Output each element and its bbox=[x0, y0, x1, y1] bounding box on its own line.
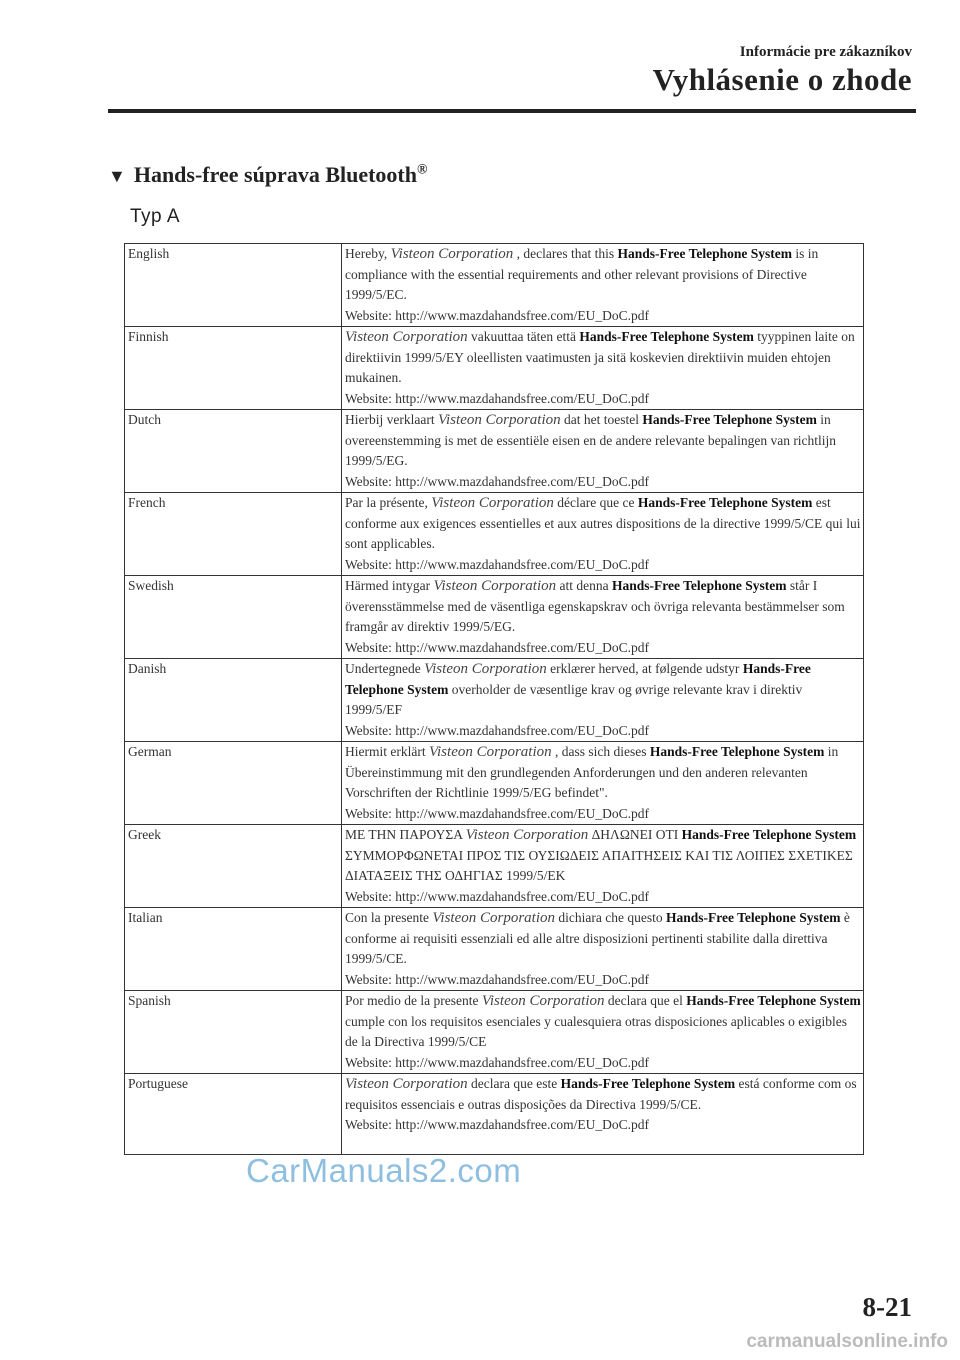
company-name: Visteon Corporation bbox=[428, 744, 552, 760]
declaration-cell bbox=[342, 327, 864, 410]
language-cell: Dutch bbox=[125, 410, 342, 493]
table-row bbox=[125, 493, 864, 576]
company-name: Visteon Corporation bbox=[424, 661, 547, 677]
company-name: Visteon Corporation bbox=[432, 910, 556, 926]
declaration-cell bbox=[342, 576, 864, 659]
company-name: Visteon Corporation bbox=[481, 993, 605, 1009]
product-name: Hands-Free Telephone System bbox=[345, 661, 811, 697]
table-row bbox=[125, 659, 864, 742]
declaration-body: in overeenstemming is met de essentiële eisen en de andere relevante bepalingen van richtlijn 1999/5/EG. bbox=[345, 412, 837, 468]
page-title: Vyhlásenie o zhode bbox=[652, 62, 912, 97]
website-link[interactable]: Website: http://www.mazdahandsfree.com/EU_DoC.pdf bbox=[345, 971, 649, 987]
declaration-body: cumple con los requisitos esenciales y cualesquiera otras disposiciones aplicables o exigibles de la Directiva 1999/5/CE bbox=[345, 1013, 847, 1049]
language-cell: Greek bbox=[125, 825, 342, 908]
declaration-prefix: Hereby, bbox=[345, 246, 388, 261]
section-title-text: Hands-free súprava Bluetooth® bbox=[133, 162, 428, 187]
declaration-prefix: Par la présente, bbox=[345, 495, 428, 510]
website-link[interactable]: Website: http://www.mazdahandsfree.com/EU_DoC.pdf bbox=[345, 1054, 649, 1070]
declaration-body: ΣΥΜΜΟΡΦΩΝΕΤΑΙ ΠΡΟΣ ΤΙΣ ΟΥΣΙΩΔΕΙΣ ΑΠΑΙΤΗΣΕΙΣ ΚΑΙ ΤΙΣ ΛΟΙΠΕΣ ΣΧΕΤΙΚΕΣ ΔΙΑΤΑΞΕΙΣ ΤΗΣ ΟΔΗΓΙΑΣ 1999/5/ΕΚ bbox=[345, 847, 853, 883]
declaration-cell bbox=[342, 410, 864, 493]
header-divider bbox=[108, 109, 916, 113]
declaration-body: è conforme ai requisiti essenziali ed alle altre disposizioni pertinenti stabilite dalla direttiva 1999/5/CE. bbox=[345, 910, 850, 966]
company-name: Visteon Corporation bbox=[433, 578, 557, 594]
language-cell: Swedish bbox=[125, 576, 342, 659]
table-row bbox=[125, 825, 864, 908]
company-name: Visteon Corporation bbox=[465, 827, 589, 843]
declaration-prefix: ΜΕ ΤΗΝ ΠΑΡΟΥΣΑ bbox=[345, 827, 463, 842]
watermark-logo: CarManuals2.com bbox=[246, 1152, 522, 1189]
declaration-body: tyyppinen laite on direktiivin 1999/5/EY oleellisten vaatimusten ja sitä koskevien direktiivin muiden ehtojen mukainen. bbox=[345, 329, 855, 385]
language-cell: German bbox=[125, 742, 342, 825]
website-link[interactable]: Website: http://www.mazdahandsfree.com/EU_DoC.pdf bbox=[345, 390, 649, 406]
table-row bbox=[125, 1074, 864, 1155]
product-name: Hands-Free Telephone System bbox=[665, 910, 841, 925]
product-name: Hands-Free Telephone System bbox=[579, 329, 754, 344]
declaration-prefix: Hiermit erklärt bbox=[345, 744, 426, 759]
section-title bbox=[108, 162, 427, 188]
type-label: Typ A bbox=[130, 206, 181, 227]
product-name: Hands-Free Telephone System bbox=[681, 827, 857, 842]
declaration-cell bbox=[342, 244, 864, 327]
declaration-mid: dat het toestel bbox=[564, 412, 639, 427]
language-cell: English bbox=[125, 244, 342, 327]
declaration-cell bbox=[342, 742, 864, 825]
table-row bbox=[125, 410, 864, 493]
declaration-table bbox=[124, 243, 864, 1155]
declaration-mid: att denna bbox=[559, 578, 609, 593]
website-link[interactable]: Website: http://www.mazdahandsfree.com/EU_DoC.pdf bbox=[345, 1117, 649, 1132]
registered-mark: ® bbox=[417, 162, 428, 178]
website-link[interactable]: Website: http://www.mazdahandsfree.com/EU_DoC.pdf bbox=[345, 888, 649, 904]
declaration-body: está conforme com os requisitos essenciais e outras disposições da Directiva 1999/5/CE. bbox=[345, 1076, 857, 1112]
product-name: Hands-Free Telephone System bbox=[649, 744, 825, 759]
declaration-prefix: Con la presente bbox=[345, 910, 429, 925]
company-name: Visteon Corporation bbox=[437, 412, 561, 428]
declaration-cell bbox=[342, 493, 864, 576]
declaration-cell bbox=[342, 991, 864, 1074]
table-row bbox=[125, 908, 864, 991]
declaration-prefix: Härmed intygar bbox=[345, 578, 431, 593]
declaration-mid: ΔΗΛΩΝΕΙ ΟΤΙ bbox=[591, 827, 679, 842]
declaration-prefix: Undertegnede bbox=[345, 661, 421, 676]
website-link[interactable]: Website: http://www.mazdahandsfree.com/EU_DoC.pdf bbox=[345, 556, 649, 572]
product-name: Hands-Free Telephone System bbox=[686, 993, 861, 1008]
declaration-mid: , declares that this bbox=[516, 246, 615, 261]
company-name: Visteon Corporation bbox=[345, 329, 468, 345]
website-link[interactable]: Website: http://www.mazdahandsfree.com/EU_DoC.pdf bbox=[345, 805, 649, 821]
declaration-mid: declara que este bbox=[471, 1076, 558, 1091]
declaration-mid: vakuuttaa täten että bbox=[471, 329, 576, 344]
product-name: Hands-Free Telephone System bbox=[611, 578, 787, 593]
language-cell: Spanish bbox=[125, 991, 342, 1074]
table-row bbox=[125, 576, 864, 659]
language-cell: French bbox=[125, 493, 342, 576]
declaration-cell bbox=[342, 908, 864, 991]
declaration-prefix: Hierbij verklaart bbox=[345, 412, 435, 427]
declaration-mid: , dass sich dieses bbox=[555, 744, 647, 759]
declaration-body: est conforme aux exigences essentielles et aux autres dispositions de la directive 1999/5/CE qui lui sont applicables. bbox=[345, 495, 861, 551]
language-cell: Danish bbox=[125, 659, 342, 742]
down-triangle-icon: ▼ bbox=[108, 166, 126, 186]
declaration-mid: déclare que ce bbox=[557, 495, 635, 510]
declaration-body: overholder de væsentlige krav og øvrige relevante krav i direktiv 1999/5/EF bbox=[345, 681, 803, 717]
declaration-mid: declara que el bbox=[607, 993, 683, 1008]
company-name: Visteon Corporation bbox=[390, 246, 514, 262]
language-cell: Portuguese bbox=[125, 1074, 342, 1155]
table-row bbox=[125, 244, 864, 327]
declaration-mid: erklærer herved, at følgende udstyr bbox=[550, 661, 740, 676]
website-link[interactable]: Website: http://www.mazdahandsfree.com/EU_DoC.pdf bbox=[345, 307, 649, 323]
page-number: 8-21 bbox=[862, 1292, 912, 1322]
company-name: Visteon Corporation bbox=[345, 1076, 468, 1092]
declaration-cell bbox=[342, 659, 864, 742]
section-header: Informácie pre zákazníkov bbox=[739, 44, 912, 60]
table-row bbox=[125, 991, 864, 1074]
language-cell: Finnish bbox=[125, 327, 342, 410]
declaration-body: in Übereinstimmung mit den grundlegenden Anforderungen und den anderen relevanten Vorschriften der Richtlinie 1999/5/EG befindet". bbox=[345, 744, 839, 800]
declaration-mid: dichiara che questo bbox=[558, 910, 663, 925]
product-name: Hands-Free Telephone System bbox=[637, 495, 813, 510]
declaration-body: is in compliance with the essential requirements and other relevant provisions of Directive 1999/5/EC. bbox=[345, 246, 819, 302]
table-row bbox=[125, 742, 864, 825]
declaration-cell bbox=[342, 825, 864, 908]
table-row bbox=[125, 327, 864, 410]
product-name: Hands-Free Telephone System bbox=[617, 246, 792, 261]
website-link[interactable]: Website: http://www.mazdahandsfree.com/EU_DoC.pdf bbox=[345, 473, 649, 489]
declaration-prefix: Por medio de la presente bbox=[345, 993, 479, 1008]
declaration-cell bbox=[342, 1074, 864, 1155]
language-cell: Italian bbox=[125, 908, 342, 991]
product-name: Hands-Free Telephone System bbox=[560, 1076, 736, 1091]
declaration-body: står I överensstämmelse med de väsentliga egenskapskrav och övriga relevanta bestämmelser som framgår av direktiv 1999/5/EG. bbox=[345, 578, 845, 634]
website-link[interactable]: Website: http://www.mazdahandsfree.com/EU_DoC.pdf bbox=[345, 722, 649, 738]
product-name: Hands-Free Telephone System bbox=[642, 412, 817, 427]
footer-watermark: carmanualsonline.info bbox=[746, 1331, 948, 1352]
website-link[interactable]: Website: http://www.mazdahandsfree.com/EU_DoC.pdf bbox=[345, 639, 649, 655]
company-name: Visteon Corporation bbox=[431, 495, 554, 511]
